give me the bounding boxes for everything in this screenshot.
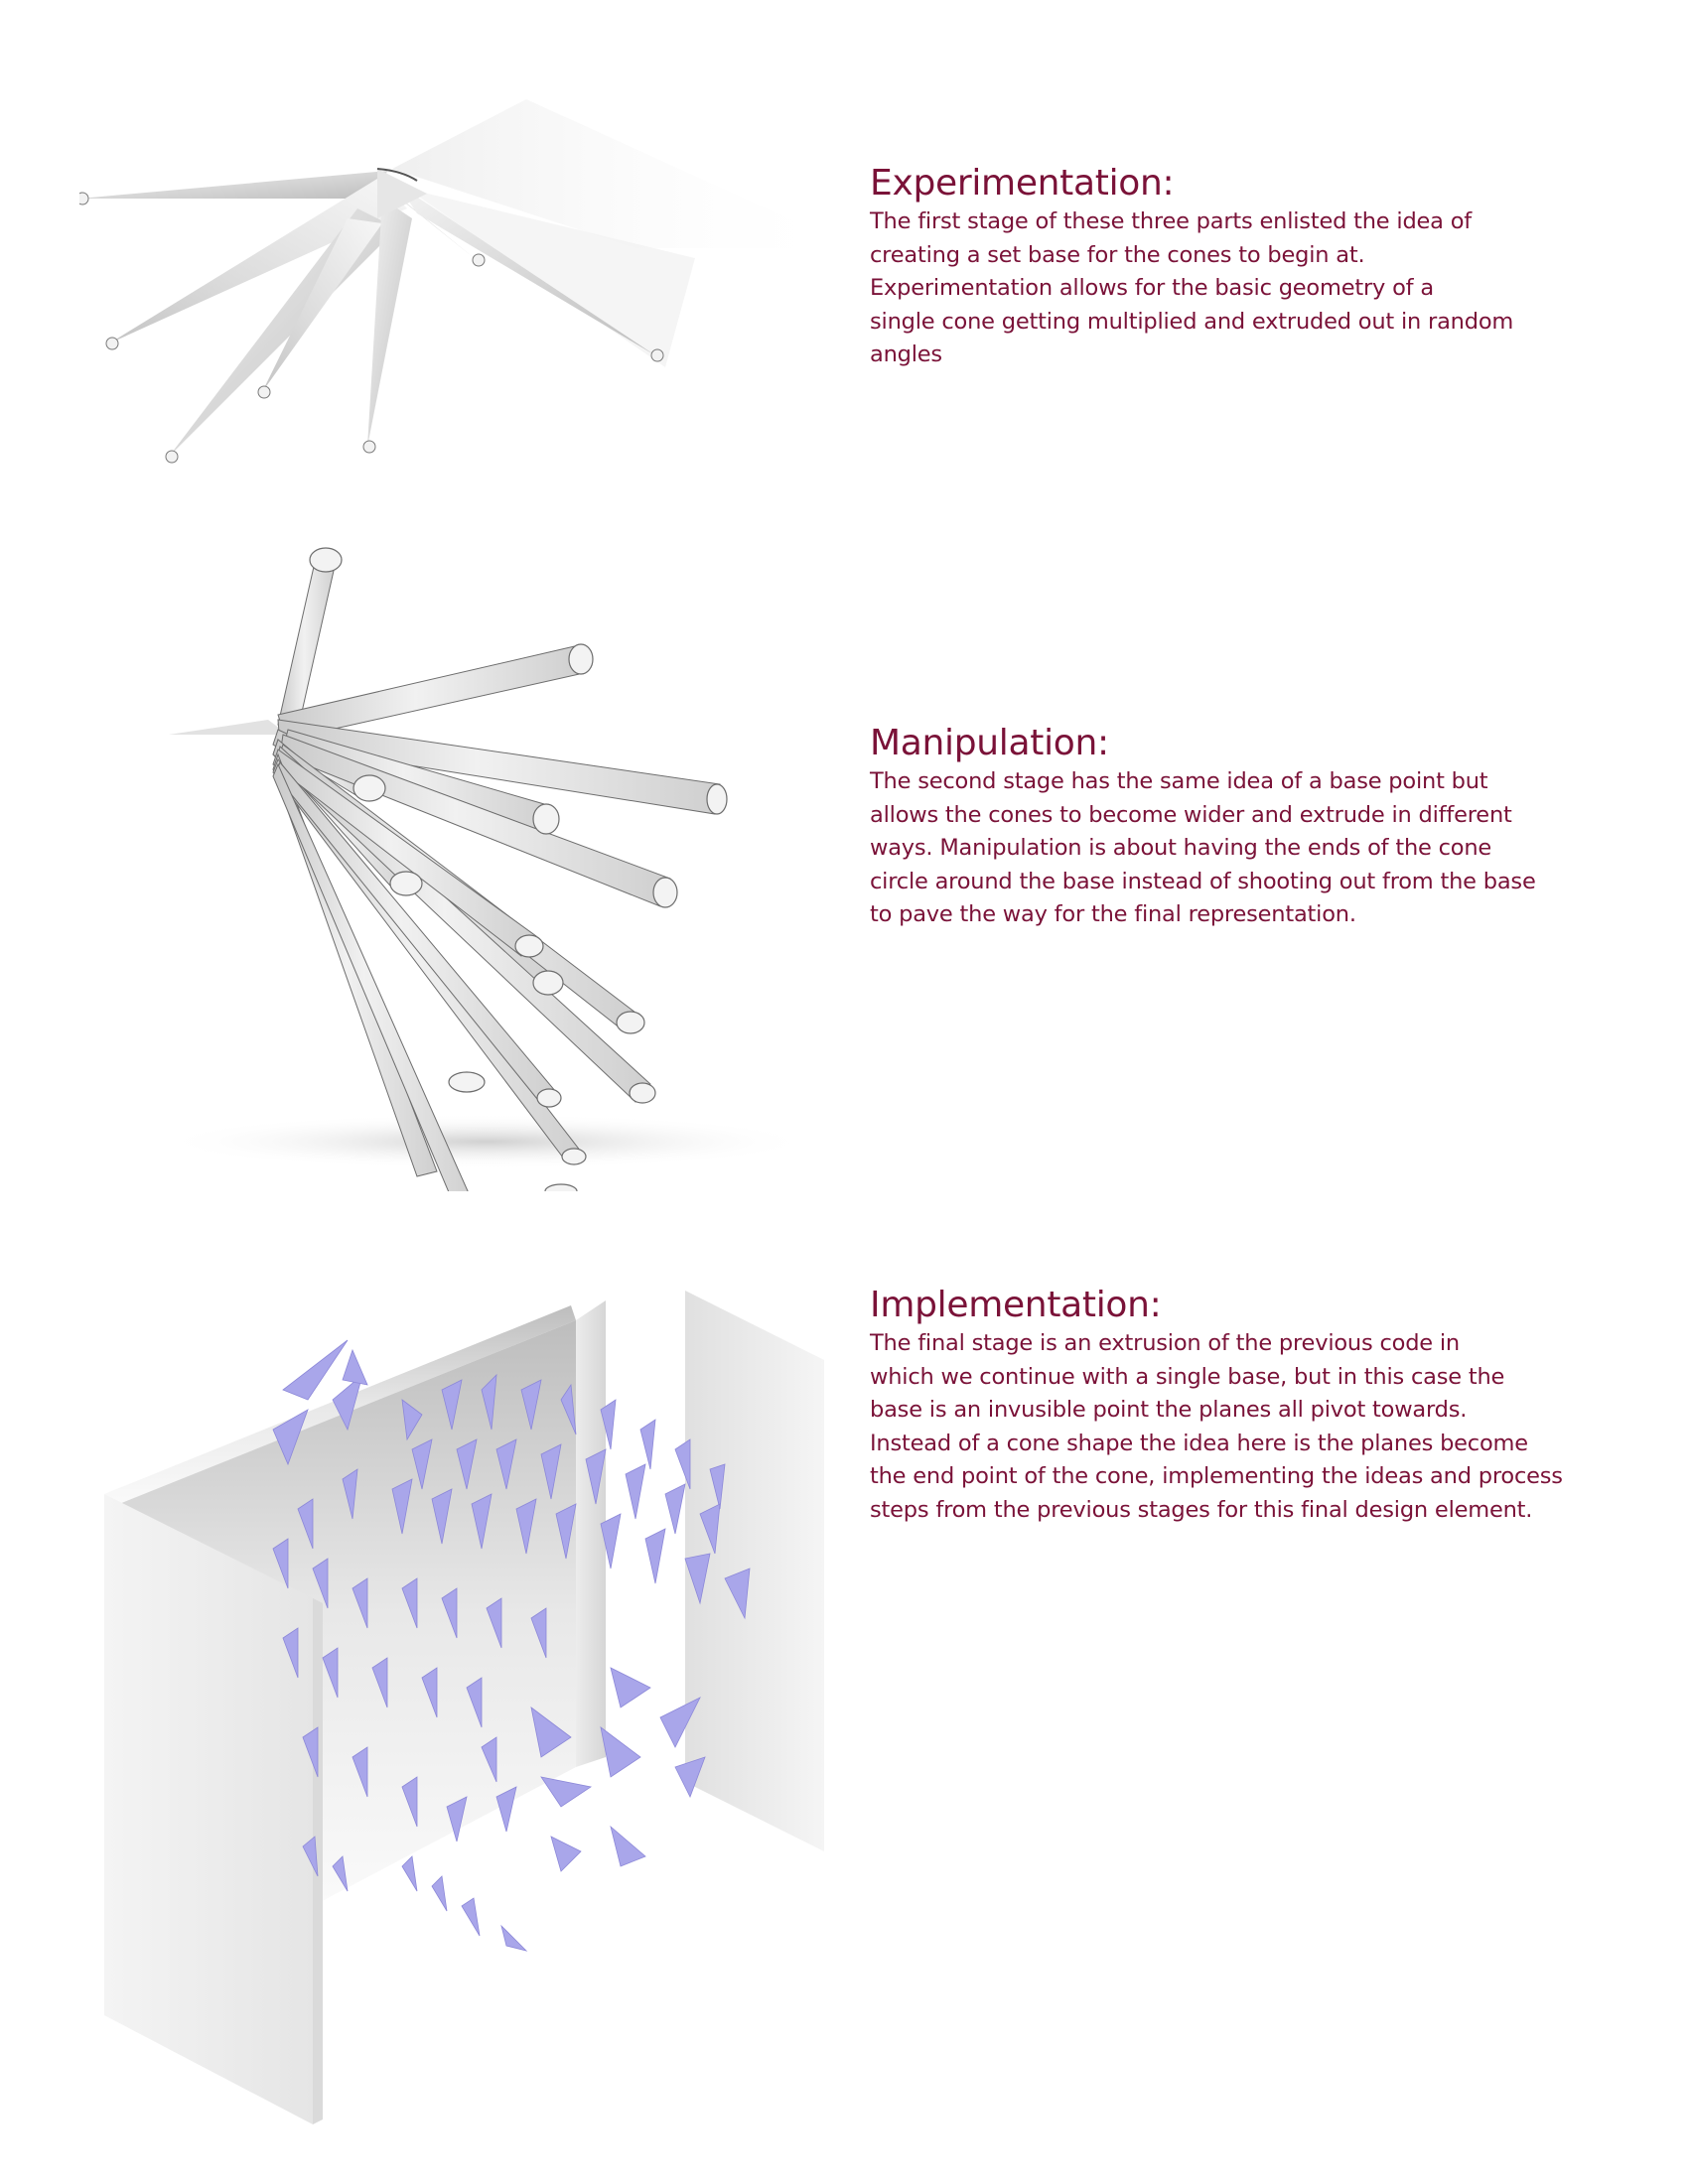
section-body-line: Experimentation allows for the basic geometry of a	[870, 275, 1434, 301]
experimentation-cone-render	[79, 99, 854, 496]
section-body-line: angles	[870, 341, 942, 367]
section-heading: Implementation:	[870, 1285, 1162, 1325]
pivot-planes-graphic	[104, 1291, 839, 2124]
section-body-line: The final stage is an extrusion of the previous code in	[870, 1330, 1460, 1356]
section-body-line: the end point of the cone, implementing the ideas and process	[870, 1463, 1563, 1489]
section-heading: Experimentation:	[870, 163, 1175, 204]
cylinder-bundle-graphic	[149, 516, 844, 1191]
section-body-line: The first stage of these three parts enlisted the idea of	[870, 208, 1473, 234]
section-body-line: allows the cones to become wider and extrude in different	[870, 801, 1512, 828]
section-manipulation	[0, 516, 1691, 1211]
section-body-line: base is an invusible point the planes all pivot towards.	[870, 1397, 1468, 1423]
section-experimentation	[0, 0, 1691, 516]
experimentation-text-block	[870, 162, 1644, 372]
section-body-line: circle around the base instead of shooting out from the base	[870, 868, 1536, 894]
cone-star-graphic	[79, 99, 854, 496]
section-body-line: which we continue with a single base, but in this case the	[870, 1363, 1505, 1390]
section-body-line: The second stage has the same idea of a base point but	[870, 768, 1488, 794]
implementation-text-block	[870, 1284, 1644, 1527]
implementation-planes-render	[104, 1291, 839, 2124]
section-body-line: ways. Manipulation is about having the ends of the cone	[870, 835, 1492, 861]
section-body-line: single cone getting multiplied and extruded out in random	[870, 308, 1514, 335]
section-heading: Manipulation:	[870, 723, 1109, 763]
manipulation-text-block	[870, 722, 1644, 932]
section-body-line: steps from the previous stages for this final design element.	[870, 1496, 1533, 1523]
manipulation-cylinder-render	[149, 516, 844, 1191]
section-body-line: creating a set base for the cones to begin at.	[870, 241, 1365, 268]
section-body-line: to pave the way for the final representation.	[870, 901, 1356, 927]
section-implementation	[0, 1211, 1691, 2184]
section-body-line: Instead of a cone shape the idea here is the planes become	[870, 1430, 1528, 1456]
